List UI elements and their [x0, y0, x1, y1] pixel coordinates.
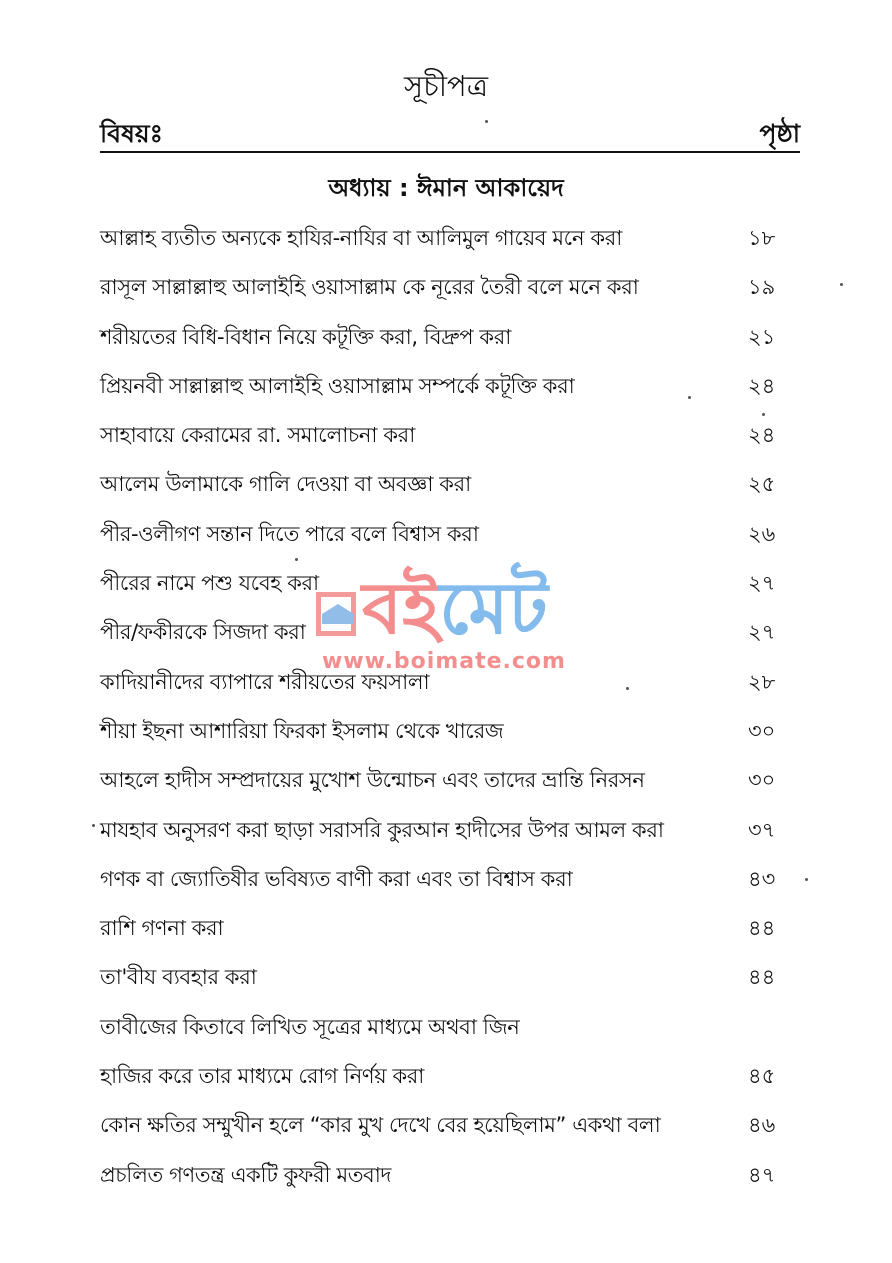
toc-entry-page: ২৮ — [748, 669, 776, 694]
toc-entry — [100, 464, 790, 513]
toc-entry — [100, 317, 790, 366]
toc-entry — [100, 810, 790, 859]
toc-entry — [100, 1056, 790, 1105]
toc-entry — [100, 908, 790, 957]
toc-entry-title: পীরের নামে পশু যবেহ করা — [100, 571, 319, 596]
toc-entry-title: তাবীজের কিতাবে লিখিত সূত্রের মাধ্যমে অথবা জিন — [100, 1014, 520, 1039]
toc-entry-title: রাশি গণনা করা — [100, 916, 224, 941]
toc-entry-page: ৩৭ — [748, 817, 776, 842]
toc-entry-page: ২৭ — [748, 571, 776, 596]
toc-entry-title: আল্লাহ ব্যতীত অন্যকে হাযির-নাযির বা আলিমুল গায়েব মনে করা — [100, 226, 622, 250]
toc-entry-page: ১৯ — [748, 275, 776, 300]
toc-entry-page: ৪৫ — [748, 1064, 776, 1089]
toc-entry-title: মাযহাব অনুসরণ করা ছাড়া সরাসরি কুরআন হাদীসের উপর আমল করা — [100, 817, 664, 842]
scan-speck — [688, 396, 691, 399]
toc-entry-page: ৪৭ — [748, 1162, 776, 1187]
toc-entry-page: ২১ — [748, 324, 776, 349]
toc-entry — [100, 711, 790, 760]
toc-entry-title: আহলে হাদীস সম্প্রদায়ের মুখোশ উন্মোচন এবং তাদের ভ্রান্তি নিরসন — [100, 768, 645, 793]
toc-entry-title: প্রচলিত গণতন্ত্র একটি কুফরী মতবাদ — [100, 1162, 392, 1187]
toc-entry — [100, 563, 790, 612]
toc-entry-title: প্রিয়নবী সাল্লাল্লাহু আলাইহি ওয়াসাল্লাম সম্পর্কে কটূক্তি করা — [100, 373, 575, 398]
toc-entry-title: রাসূল সাল্লাল্লাহু আলাইহি ওয়াসাল্লাম কে নূরের তৈরী বলে মনে করা — [100, 275, 639, 300]
watermark-url: www.boimate.com — [322, 649, 566, 674]
toc-entry — [100, 612, 790, 661]
toc-entry-title: তা'বীয ব্যবহার করা — [100, 965, 257, 990]
toc-entry-title: আলেম উলামাকে গালি দেওয়া বা অবজ্ঞা করা — [100, 472, 471, 497]
toc-entry-page: ৩০ — [748, 718, 776, 743]
toc-entry-title: কোন ক্ষতির সম্মুখীন হলে “কার মুখ দেখে বের হয়েছিলাম” একথা বলা — [100, 1113, 661, 1138]
toc-entry-page: ৪৬ — [748, 1113, 776, 1138]
toc-entry-page: ৪৪ — [748, 916, 776, 941]
toc-entry — [100, 859, 790, 908]
toc-entry-title: কাদিয়ানীদের ব্যাপারে শরীয়তের ফয়সালা — [100, 669, 430, 694]
toc-entry — [100, 662, 790, 711]
toc-entry — [100, 760, 790, 809]
toc-entry-page: ২৪ — [748, 373, 776, 398]
toc-entry — [100, 957, 790, 1006]
toc-entry-title: গণক বা জ্যোতিষীর ভবিষ্যত বাণী করা এবং তা বিশ্বাস করা — [100, 866, 573, 891]
page-column-label: পৃষ্ঠা — [759, 119, 800, 148]
scan-speck — [762, 413, 765, 416]
chapter-heading: অধ্যায় : ঈমান আকায়েদ — [328, 174, 564, 202]
watermark-brand-part1: বই — [362, 566, 440, 650]
toc-entry-page: ২৫ — [748, 472, 776, 497]
scan-speck — [92, 824, 95, 827]
toc-entry-title: পীর/ফকীরকে সিজদা করা — [100, 620, 306, 645]
scan-speck — [485, 120, 488, 123]
toc-list — [100, 218, 790, 1204]
toc-entry-page: ২৪ — [748, 423, 776, 448]
toc-entry-page: ২৭ — [748, 620, 776, 645]
page-title: সূচীপত্র — [403, 69, 489, 103]
toc-column-header — [100, 117, 800, 153]
toc-entry — [100, 1105, 790, 1154]
toc-entry — [100, 514, 790, 563]
toc-entry-page: ২৬ — [748, 521, 776, 546]
toc-entry — [100, 218, 790, 267]
toc-entry-page: ৪৪ — [748, 965, 776, 990]
scan-speck — [840, 283, 843, 286]
toc-entry-title: হাজির করে তার মাধ্যমে রোগ নির্ণয় করা — [100, 1064, 424, 1089]
toc-entry-page: ১৮ — [748, 226, 776, 250]
toc-entry-title: শীয়া ইছনা আশারিয়া ফিরকা ইসলাম থেকে খারেজ — [100, 718, 504, 743]
subject-column-label: বিষয়ঃ — [100, 119, 163, 148]
toc-entry — [100, 366, 790, 415]
scan-speck — [295, 558, 298, 561]
toc-entry — [100, 415, 790, 464]
toc-entry-title: সাহাবায়ে কেরামের রা. সমালোচনা করা — [100, 423, 415, 448]
toc-entry — [100, 1155, 790, 1204]
toc-entry — [100, 267, 790, 316]
toc-entry-page: ৩০ — [748, 768, 776, 793]
scan-speck — [626, 687, 629, 690]
toc-entry-page: ৪৩ — [748, 866, 776, 891]
scan-speck — [805, 878, 808, 881]
watermark-brand-part2: মেট — [439, 566, 548, 650]
toc-entry — [100, 1007, 790, 1056]
toc-entry-title: শরীয়তের বিধি-বিধান নিয়ে কটূক্তি করা, বিদ্রুপ করা — [100, 324, 511, 349]
toc-entry-title: পীর-ওলীগণ সন্তান দিতে পারে বলে বিশ্বাস করা — [100, 521, 479, 546]
